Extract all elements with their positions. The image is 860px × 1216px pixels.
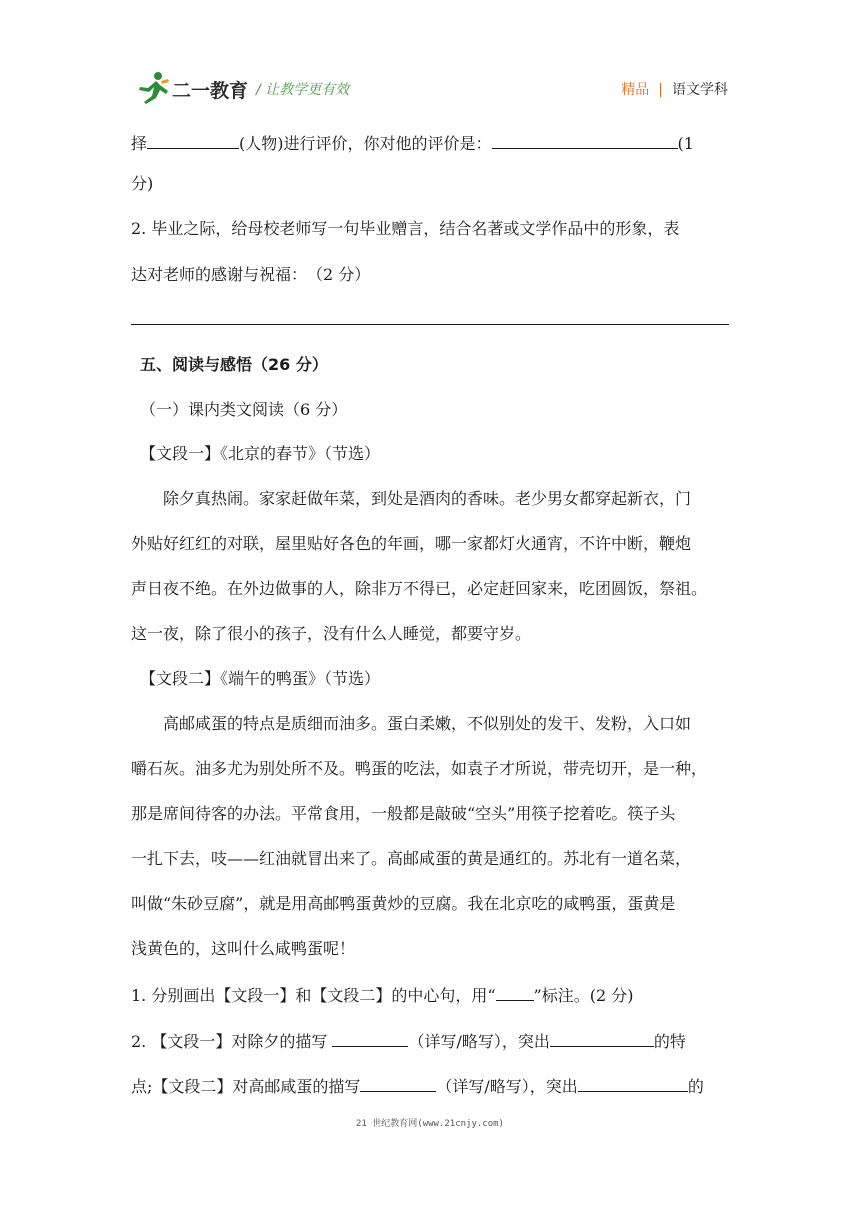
text: 1. 分别画出【文段一】和【文段二】的中心句，用“: [131, 986, 496, 1005]
text: (1: [677, 134, 694, 153]
prev-question-line-2: 分): [131, 174, 154, 193]
answer-blank[interactable]: [332, 1030, 408, 1047]
text: （详写/略写），突出: [436, 1077, 578, 1096]
passage-2-heading: 【文段二】《端午的鸭蛋》（节选）: [140, 669, 381, 688]
text: (人物)进行评价，你对他的评价是：: [239, 134, 492, 153]
header-tags: [621, 79, 728, 99]
subsection-title: （一）课内类文阅读（6 分）: [140, 400, 348, 419]
q2-line-2: 达对老师的感谢与祝福： （2 分）: [131, 265, 371, 284]
text: 点;【文段二】对高邮咸蛋的描写: [131, 1077, 361, 1096]
answer-blank[interactable]: [360, 1075, 436, 1092]
passage-2-line: 一扎下去，吱——红油就冒出来了。高邮咸蛋的黄是通红的。苏北有一道名菜，: [131, 849, 692, 868]
slogan: / 让教学更有效: [256, 82, 350, 98]
subject-tag: 语文学科: [672, 82, 728, 98]
page-header: [0, 0, 860, 120]
section-title: 五、阅读与感悟（26 分）: [140, 355, 328, 374]
tag-separator: |: [658, 82, 663, 98]
text: ”标注。(2 分): [533, 986, 634, 1005]
text: 的特: [653, 1032, 686, 1051]
question-1: [131, 984, 633, 1006]
q2-line-1: 2. 毕业之际，给母校老师写一句毕业赠言，结合名著或文学作品中的形象，表: [131, 219, 680, 238]
runner-logo-icon: [136, 70, 170, 106]
passage-1-line: 除夕真热闹。家家赶做年菜，到处是酒肉的香味。老少男女都穿起新衣，门: [163, 489, 692, 508]
passage-1-heading: 【文段一】《北京的春节》（节选）: [140, 444, 381, 463]
underline-sample: [496, 984, 534, 1001]
passage-1-line: 这一夜，除了很小的孩子，没有什么人睡觉，都要守岁。: [131, 624, 532, 643]
passage-2-line: 浅黄色的，这叫什么咸鸭蛋呢！: [131, 939, 356, 958]
passage-2-line: 高邮咸蛋的特点是质细而油多。蛋白柔嫩，不似别处的发干、发粉，入口如: [163, 714, 692, 733]
passage-2-line: 那是席间待客的办法。平常食用，一般都是敲破“空头”用筷子挖着吃。筷子头: [131, 804, 676, 823]
answer-blank[interactable]: [550, 1030, 654, 1047]
prev-question-line-1: [131, 132, 694, 154]
text: 2. 【文段一】对除夕的描写: [131, 1032, 333, 1051]
text: 的: [687, 1077, 704, 1096]
passage-1-line: 声日夜不绝。在外边做事的人，除非万不得已，必定赶回家来，吃团圆饭，祭祖。: [131, 579, 708, 598]
logo-text: 二一教育: [172, 80, 249, 102]
passage-2-line: 嚼石灰。油多尤为别处所不及。鸭蛋的吃法，如袁子才所说，带壳切开，是一种，: [131, 759, 708, 778]
answer-line[interactable]: [131, 324, 729, 325]
passage-1-line: 外贴好红红的对联，屋里贴好各色的年画，哪一家都灯火通宵，不许中断，鞭炮: [131, 534, 692, 553]
question-2-line-2: [131, 1075, 704, 1097]
passage-2-line: 叫做“朱砂豆腐”，就是用高邮鸭蛋黄炒的豆腐。我在北京吃的咸鸭蛋，蛋黄是: [131, 894, 676, 913]
answer-blank[interactable]: [147, 132, 239, 149]
logo: [136, 70, 249, 106]
answer-blank[interactable]: [578, 1075, 688, 1092]
question-2-line-1: [131, 1030, 686, 1052]
quality-tag: 精品: [621, 82, 650, 98]
text: 择: [131, 134, 148, 153]
answer-blank[interactable]: [492, 132, 678, 149]
text: （详写/略写），突出: [408, 1032, 550, 1051]
page-footer: 21 世纪教育网(www.21cnjy.com): [356, 1119, 504, 1129]
